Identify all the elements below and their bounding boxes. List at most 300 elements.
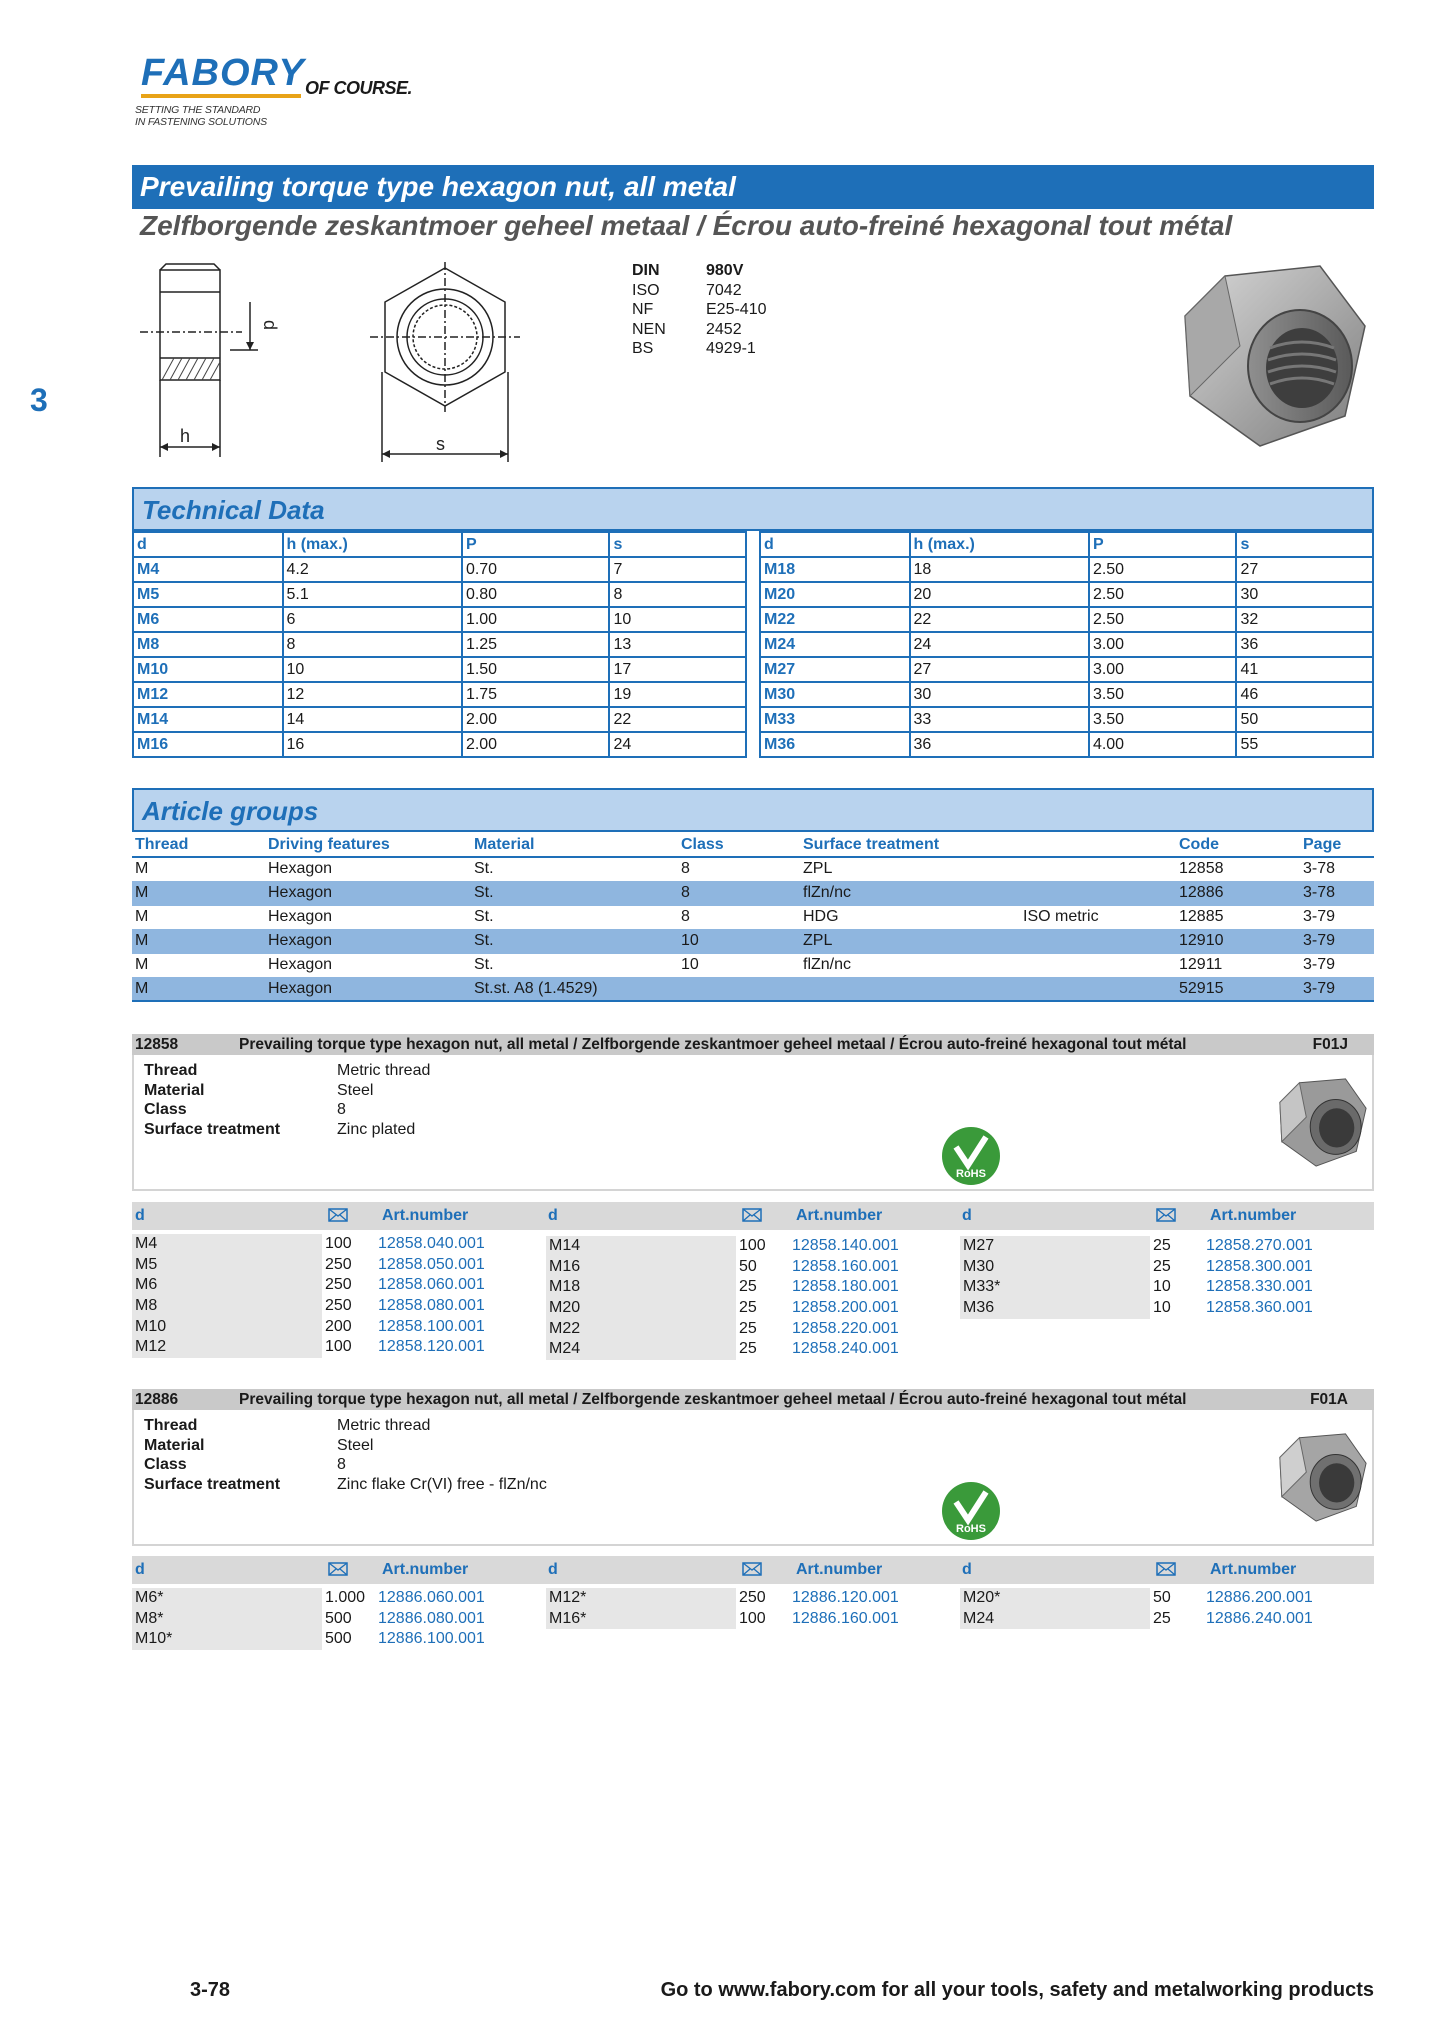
article-number: 12858.200.001 [792,1299,899,1317]
table-cell: 12910 [1176,929,1300,953]
list-item [546,1236,899,1257]
value-cell: 24 [910,632,1089,657]
value-cell: 2.00 [462,732,610,757]
table-row [133,682,746,707]
list-item [960,1277,1313,1298]
value-cell: 14 [283,707,462,732]
table-cell: 10 [678,953,800,977]
size-value: M24 [960,1609,1150,1630]
value-cell: 1.00 [462,607,610,632]
quantity-value: 250 [325,1276,352,1294]
value-cell: 30 [1236,582,1373,607]
product-description: Prevailing torque type hexagon nut, all metal / Zelfborgende zeskantmoer geheel metaal / Écrou auto-freiné hexagonal tout métal [239,1391,1187,1408]
list-item [960,1257,1313,1278]
value-cell: 46 [1236,682,1373,707]
size-value: M8* [132,1609,322,1630]
value-cell: 3.00 [1089,632,1237,657]
nut-top-view-drawing [370,262,520,467]
table-cell: St. [471,857,678,881]
size-value: M4 [132,1234,322,1255]
table-cell: 12911 [1176,953,1300,977]
article-number: 12858.040.001 [378,1235,485,1252]
property-value: Metric thread [337,1062,431,1079]
package-quantity-icon [328,1208,348,1222]
article-list-column [132,1234,485,1358]
chapter-number: 3 [30,382,48,418]
table-cell: ZPL [800,857,1020,881]
page-subtitle: Zelfborgende zeskantmoer geheel metaal / Écrou auto-freiné hexagonal tout métal [140,210,1233,241]
standard-row [632,300,767,320]
property-row [144,1061,430,1081]
size-cell: M10 [133,657,283,682]
technical-data-table-right [759,531,1374,758]
value-cell: 41 [1236,657,1373,682]
value-cell: 2.50 [1089,582,1237,607]
art-number-column-header: Art.number [1210,1561,1297,1578]
table-cell: 3-79 [1300,905,1374,929]
list-item [546,1339,899,1360]
column-header: P [1089,532,1237,557]
standard-value: 7042 [706,281,742,299]
article-number: 12886.080.001 [378,1609,485,1627]
size-cell: M20 [760,582,910,607]
product-code: 12858 [135,1036,179,1053]
product-properties [144,1416,547,1494]
article-groups-table [132,833,1374,1002]
article-number: 12858.080.001 [378,1297,485,1315]
value-cell: 55 [1236,732,1373,757]
table-row [133,582,746,607]
property-name: Surface treatment [144,1475,281,1493]
table-cell [1020,881,1176,905]
value-cell: 27 [910,657,1089,682]
standard-value: 980V [706,262,744,279]
table-header-row [132,833,1374,857]
page-number: 3-78 [190,1979,231,2001]
quantity-value: 100 [739,1237,766,1254]
table-cell: M [132,905,265,929]
article-list-column [960,1236,1313,1319]
property-row [144,1081,430,1101]
technical-data-table-left [132,531,747,758]
footer-website-text: Go to www.fabory.com for all your tools, safety and metalworking products [660,1979,1374,2001]
package-quantity-icon [1156,1208,1176,1222]
list-item [546,1298,899,1319]
standard-row [632,261,767,281]
value-cell: 8 [283,632,462,657]
d-dimension-label: d [260,320,280,331]
d-column-header: d [135,1207,145,1224]
standard-row [632,320,767,340]
table-cell: 12886 [1176,881,1300,905]
property-row [144,1455,547,1475]
list-item [960,1236,1313,1257]
quantity-value: 250 [739,1589,766,1606]
standard-row [632,339,767,359]
table-header-row [760,532,1373,557]
size-value: M24 [546,1339,736,1360]
column-header: s [609,532,746,557]
size-value: M6 [132,1275,322,1296]
size-cell: M30 [760,682,910,707]
rohs-label: RoHS [956,1523,986,1535]
product-header [132,1034,1374,1055]
size-cell: M33 [760,707,910,732]
property-value: Steel [337,1081,374,1099]
article-number: 12886.200.001 [1206,1589,1313,1606]
quantity-value: 25 [739,1299,757,1317]
table-cell [1020,929,1176,953]
size-cell: M4 [133,557,283,582]
standard-name: ISO [632,281,660,299]
s-dimension-label: s [436,434,445,454]
list-item [546,1609,899,1630]
table-cell: Hexagon [265,905,471,929]
value-cell: 24 [609,732,746,757]
quantity-value: 25 [739,1340,757,1358]
size-value: M30 [960,1257,1150,1278]
value-cell: 30 [910,682,1089,707]
table-cell: M [132,881,265,905]
table-cell: ISO metric [1020,905,1176,929]
fabory-logo [133,52,423,132]
size-value: M18 [546,1277,736,1298]
table-cell [678,977,800,1001]
size-value: M16 [546,1257,736,1278]
product-code: 12886 [135,1391,179,1408]
property-row [144,1416,547,1436]
quantity-value: 25 [739,1278,757,1296]
list-item [132,1588,485,1609]
article-number: 12858.330.001 [1206,1278,1313,1296]
size-cell: M5 [133,582,283,607]
quantity-value: 10 [1153,1278,1171,1296]
size-value: M14 [546,1236,736,1257]
value-cell: 5.1 [283,582,462,607]
list-item [960,1298,1313,1319]
article-number: 12858.060.001 [378,1276,485,1294]
table-cell: St. [471,929,678,953]
table-cell: St. [471,881,678,905]
product-header [132,1389,1374,1410]
table-cell: 8 [678,905,800,929]
table-cell: M [132,977,265,1001]
product-properties-box [132,1410,1374,1546]
value-cell: 32 [1236,607,1373,632]
list-item [960,1609,1313,1630]
table-cell: 3-79 [1300,977,1374,1001]
value-cell: 12 [283,682,462,707]
list-item [546,1277,899,1298]
product-nut-thumbnail [1272,1428,1370,1526]
value-cell: 16 [283,732,462,757]
rohs-label: RoHS [956,1168,986,1180]
article-groups-header [132,788,1374,832]
value-cell: 13 [609,632,746,657]
title-bar [132,165,1374,209]
art-number-column-header: Art.number [382,1207,469,1224]
table-row [133,707,746,732]
table-header-row [133,532,746,557]
table-cell [1020,857,1176,881]
size-value: M10* [132,1629,322,1650]
size-value: M12* [546,1588,736,1609]
table-row [760,732,1373,757]
list-item [132,1629,485,1650]
package-quantity-icon [742,1562,762,1576]
column-header: Surface treatment [800,833,1020,857]
size-value: M27 [960,1236,1150,1257]
art-number-column-header: Art.number [1210,1207,1297,1224]
table-row [760,632,1373,657]
column-header: h (max.) [283,532,462,557]
property-value: 8 [337,1456,346,1473]
size-value: M22 [546,1319,736,1340]
standards-list [632,261,767,359]
table-cell: 12885 [1176,905,1300,929]
art-number-column-header: Art.number [796,1561,883,1578]
article-number: 12886.120.001 [792,1589,899,1606]
value-cell: 1.50 [462,657,610,682]
column-header: h (max.) [910,532,1089,557]
list-item [132,1609,485,1630]
table-row [760,682,1373,707]
size-cell: M12 [133,682,283,707]
quantity-value: 500 [325,1630,352,1648]
table-cell: 52915 [1176,977,1300,1001]
product-nut-thumbnail [1272,1073,1370,1171]
column-header: Class [678,833,800,857]
size-value: M20* [960,1588,1150,1609]
property-name: Material [144,1081,205,1099]
property-row [144,1100,430,1120]
list-item [546,1257,899,1278]
article-number: 12858.140.001 [792,1237,899,1254]
package-quantity-icon [742,1208,762,1222]
quantity-value: 250 [325,1255,352,1273]
list-item [546,1588,899,1609]
table-row [760,582,1373,607]
table-row [132,881,1374,905]
value-cell: 3.00 [1089,657,1237,682]
quantity-value: 250 [325,1297,352,1315]
column-header: Code [1176,833,1300,857]
logo-tagline-2: IN FASTENING SOLUTIONS [135,116,267,128]
quantity-value: 25 [1153,1237,1171,1254]
value-cell: 0.70 [462,557,610,582]
table-cell: HDG [800,905,1020,929]
column-header: d [760,532,910,557]
d-column-header: d [962,1561,972,1578]
property-name: Material [144,1436,205,1454]
list-item [132,1296,485,1317]
size-value: M6* [132,1588,322,1609]
value-cell: 10 [283,657,462,682]
size-value: M5 [132,1255,322,1276]
quantity-value: 10 [1153,1299,1171,1317]
table-cell: 3-78 [1300,857,1374,881]
article-number: 12858.120.001 [378,1338,485,1356]
table-cell: 12858 [1176,857,1300,881]
article-number: 12886.240.001 [1206,1609,1313,1627]
table-row [133,732,746,757]
list-item [546,1319,899,1340]
art-number-column-header: Art.number [382,1561,469,1578]
table-cell: M [132,929,265,953]
standard-value: 4929-1 [706,340,756,357]
table-cell: ZPL [800,929,1020,953]
table-cell: 8 [678,881,800,905]
standard-value: E25-410 [706,301,767,318]
article-number: 12858.160.001 [792,1257,899,1275]
article-number: 12858.050.001 [378,1255,485,1273]
table-cell: M [132,857,265,881]
product-properties-box [132,1055,1374,1191]
value-cell: 17 [609,657,746,682]
hex-nut-photo [1170,256,1370,456]
value-cell: 1.25 [462,632,610,657]
table-cell: flZn/nc [800,953,1020,977]
value-cell: 7 [609,557,746,582]
value-cell: 22 [609,707,746,732]
rohs-badge-icon [940,1480,1002,1542]
quantity-value: 1.000 [325,1589,366,1606]
table-row [132,953,1374,977]
value-cell: 36 [1236,632,1373,657]
size-value: M8 [132,1296,322,1317]
article-number: 12858.240.001 [792,1340,899,1358]
logo-underline [141,94,301,98]
size-value: M20 [546,1298,736,1319]
property-value: Zinc plated [337,1120,416,1138]
standard-name: DIN [632,262,660,279]
quantity-value: 100 [325,1338,352,1356]
column-header [1020,833,1176,857]
technical-data-heading: Technical Data [142,495,325,525]
product-reference: F01J [1312,1036,1348,1053]
value-cell: 2.50 [1089,557,1237,582]
article-number: 12858.100.001 [378,1317,485,1335]
table-cell: St. [471,953,678,977]
value-cell: 3.50 [1089,707,1237,732]
quantity-value: 50 [739,1257,757,1275]
table-row [132,929,1374,953]
property-row [144,1475,547,1495]
d-column-header: d [548,1207,558,1224]
size-value: M10 [132,1317,322,1338]
article-number: 12886.100.001 [378,1630,485,1648]
table-cell: St. [471,905,678,929]
package-quantity-icon [328,1562,348,1576]
table-row [133,607,746,632]
table-cell: flZn/nc [800,881,1020,905]
d-column-header: d [135,1561,145,1578]
table-row [132,857,1374,881]
column-header: Thread [132,833,265,857]
size-value: M36 [960,1298,1150,1319]
article-groups-heading: Article groups [142,796,319,826]
article-list-column [132,1588,485,1650]
table-cell: Hexagon [265,977,471,1001]
product-reference: F01A [1310,1391,1348,1408]
size-cell: M14 [133,707,283,732]
standard-value: 2452 [706,320,742,338]
size-cell: M22 [760,607,910,632]
property-value: 8 [337,1101,346,1118]
value-cell: 18 [910,557,1089,582]
property-name: Surface treatment [144,1120,281,1138]
table-cell: 3-79 [1300,929,1374,953]
list-item [132,1234,485,1255]
article-number: 12858.360.001 [1206,1299,1313,1317]
value-cell: 10 [609,607,746,632]
package-quantity-icon [1156,1562,1176,1576]
value-cell: 8 [609,582,746,607]
value-cell: 20 [910,582,1089,607]
table-cell [800,977,1020,1001]
technical-data-header [132,487,1374,531]
table-cell: Hexagon [265,857,471,881]
d-column-header: d [962,1207,972,1224]
quantity-value: 25 [739,1319,757,1337]
d-column-header: d [548,1561,558,1578]
column-header: Page [1300,833,1374,857]
table-row [760,657,1373,682]
art-number-column-header: Art.number [796,1207,883,1224]
size-cell: M6 [133,607,283,632]
value-cell: 3.50 [1089,682,1237,707]
article-number: 12886.160.001 [792,1609,899,1627]
quantity-value: 25 [1153,1609,1171,1627]
column-header: d [133,532,283,557]
property-row [144,1436,547,1456]
standard-name: NEN [632,320,666,338]
table-cell: 3-78 [1300,881,1374,905]
value-cell: 33 [910,707,1089,732]
size-value: M16* [546,1609,736,1630]
standard-row [632,281,767,301]
value-cell: 36 [910,732,1089,757]
size-cell: M8 [133,632,283,657]
quantity-value: 200 [325,1317,352,1335]
table-cell: Hexagon [265,953,471,977]
size-cell: M18 [760,557,910,582]
size-value: M12 [132,1337,322,1358]
value-cell: 4.00 [1089,732,1237,757]
property-name: Class [144,1456,187,1473]
property-row [144,1120,430,1140]
property-name: Class [144,1101,187,1118]
article-list-header [132,1202,1374,1230]
list-item [132,1275,485,1296]
quantity-value: 100 [325,1235,352,1252]
product-properties [144,1061,430,1139]
table-row [133,657,746,682]
product-description: Prevailing torque type hexagon nut, all metal / Zelfborgende zeskantmoer geheel metaal / Écrou auto-freiné hexagonal tout métal [239,1036,1187,1053]
logo-wordmark: FABORY [141,52,305,94]
page-title: Prevailing torque type hexagon nut, all metal [140,171,736,202]
table-row [760,557,1373,582]
list-item [960,1588,1313,1609]
value-cell: 0.80 [462,582,610,607]
quantity-value: 25 [1153,1257,1171,1275]
value-cell: 19 [609,682,746,707]
article-number: 12886.060.001 [378,1589,485,1606]
value-cell: 2.50 [1089,607,1237,632]
quantity-value: 50 [1153,1589,1171,1606]
table-row [132,977,1374,1001]
table-cell: Hexagon [265,929,471,953]
